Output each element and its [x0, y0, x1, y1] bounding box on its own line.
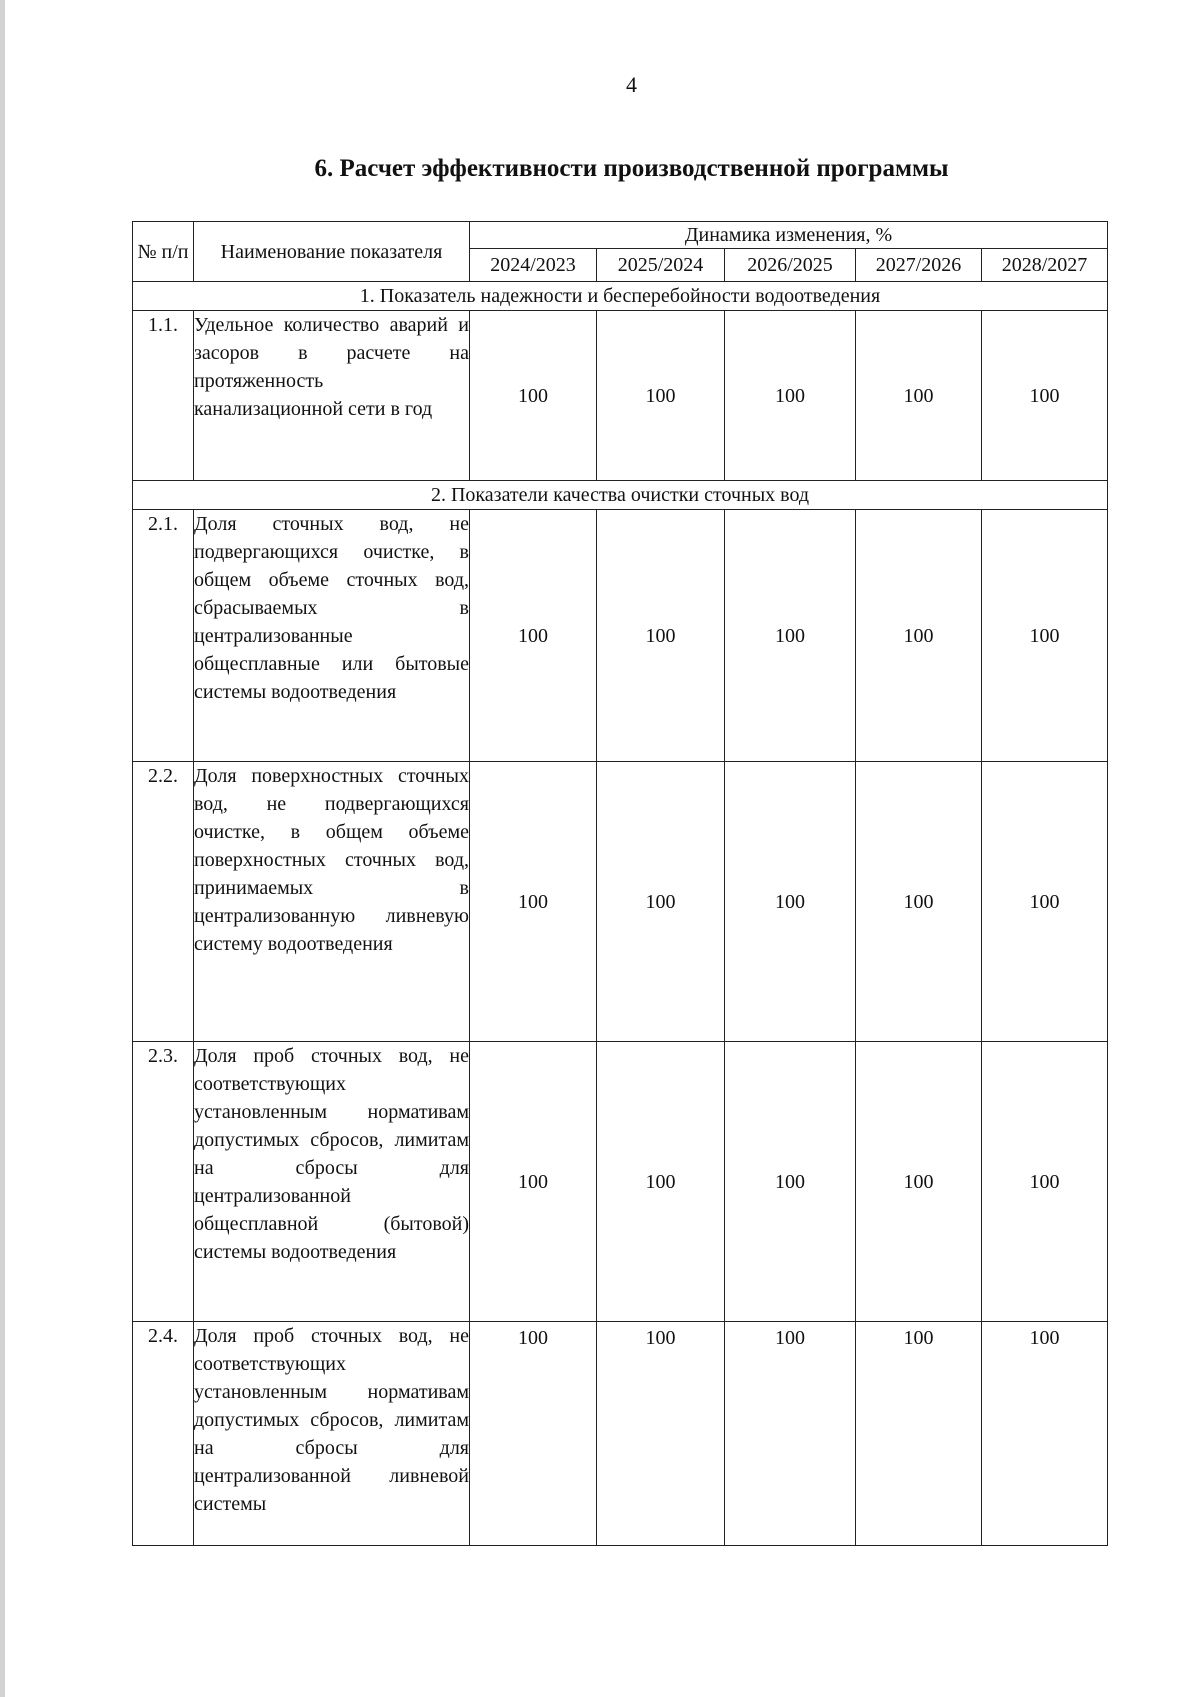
value-cell: 100 — [470, 762, 597, 1042]
indicator-name: Доля проб сточных вод, не соответствующих установленным нормативам допустимых сбросов, лимитам на сбросы для централизованной общесплавной (бытовой) системы водоотведения — [194, 1042, 470, 1322]
value-cell: 100 — [856, 1042, 982, 1322]
col-name-header: Наименование показателя — [194, 222, 470, 282]
row-number: 2.3. — [133, 1042, 194, 1322]
scan-left-edge — [0, 0, 5, 1697]
value-cell: 100 — [856, 762, 982, 1042]
value-cell: 100 — [597, 1322, 725, 1546]
page-number: 4 — [626, 72, 637, 97]
section-heading: 1. Показатель надежности и бесперебойности водоотведения — [133, 282, 1108, 311]
indicator-name: Доля сточных вод, не подвергающихся очистке, в общем объеме сточных вод, сбрасываемых в централизованные общесплавные или бытовые системы водоотведения — [194, 510, 470, 762]
table-row — [133, 1042, 1108, 1322]
table-row — [133, 762, 1108, 1042]
year-header: 2025/2024 — [597, 249, 725, 282]
row-number: 1.1. — [133, 311, 194, 481]
section-title: 6. Расчет эффективности производственной программы — [314, 155, 949, 182]
efficiency-table — [132, 221, 1108, 1546]
year-header: 2028/2027 — [982, 249, 1108, 282]
year-header: 2026/2025 — [725, 249, 856, 282]
indicator-name: Доля проб сточных вод, не соответствующих установленным нормативам допустимых сбросов, лимитам на сбросы для централизованной ливневой системы — [194, 1322, 470, 1546]
value-cell: 100 — [725, 1042, 856, 1322]
value-cell: 100 — [725, 762, 856, 1042]
row-number: 2.2. — [133, 762, 194, 1042]
value-cell: 100 — [982, 1322, 1108, 1546]
section-row — [133, 481, 1108, 510]
value-cell: 100 — [725, 510, 856, 762]
value-cell: 100 — [982, 1042, 1108, 1322]
value-cell: 100 — [597, 1042, 725, 1322]
header-row-top — [133, 222, 1108, 249]
section-row — [133, 282, 1108, 311]
col-num-header: № п/п — [133, 222, 194, 282]
value-cell: 100 — [470, 311, 597, 481]
value-cell: 100 — [856, 510, 982, 762]
dynamics-group-header: Динамика изменения, % — [470, 222, 1108, 249]
indicator-name: Удельное количество аварий и засоров в расчете на протяженность канализационной сети в год — [194, 311, 470, 481]
row-number: 2.1. — [133, 510, 194, 762]
value-cell: 100 — [470, 510, 597, 762]
section-heading: 2. Показатели качества очистки сточных вод — [133, 481, 1108, 510]
value-cell: 100 — [982, 311, 1108, 481]
value-cell: 100 — [597, 510, 725, 762]
table-row — [133, 510, 1108, 762]
value-cell: 100 — [982, 762, 1108, 1042]
value-cell: 100 — [725, 311, 856, 481]
value-cell: 100 — [470, 1042, 597, 1322]
year-header: 2027/2026 — [856, 249, 982, 282]
value-cell: 100 — [597, 762, 725, 1042]
value-cell: 100 — [982, 510, 1108, 762]
year-header: 2024/2023 — [470, 249, 597, 282]
value-cell: 100 — [856, 311, 982, 481]
value-cell: 100 — [597, 311, 725, 481]
value-cell: 100 — [725, 1322, 856, 1546]
value-cell: 100 — [470, 1322, 597, 1546]
table-row — [133, 311, 1108, 481]
table-row — [133, 1322, 1108, 1546]
value-cell: 100 — [856, 1322, 982, 1546]
indicator-name: Доля поверхностных сточных вод, не подвергающихся очистке, в общем объеме поверхностных сточных вод, принимаемых в централизованную ливневую систему водоотведения — [194, 762, 470, 1042]
row-number: 2.4. — [133, 1322, 194, 1546]
